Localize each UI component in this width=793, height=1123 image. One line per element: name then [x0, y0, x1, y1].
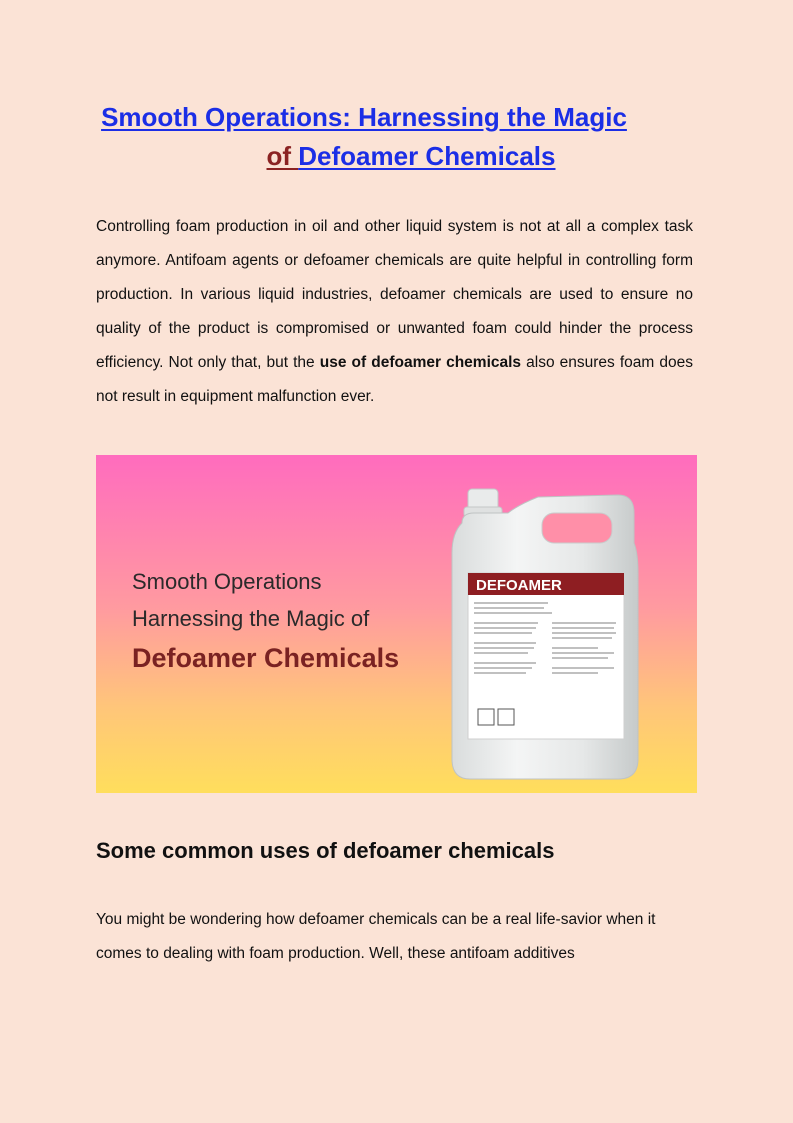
title-link-line1[interactable]: Smooth Operations: Harnessing the Magic [101, 102, 627, 132]
section-paragraph: You might be wondering how defoamer chemicals can be a real life-savior when it comes to dealing with foam production. Well, these antifoam additives [96, 911, 656, 962]
defoamer-jug-icon [448, 483, 644, 783]
page-title [96, 98, 696, 176]
title-of: of [266, 141, 299, 171]
defoamer-banner-image [96, 455, 697, 793]
intro-text-before: Controlling foam production in oil and other liquid system is not at all a complex task anymore. Antifoam agents or defoamer chemicals are quite helpful in controlling form production. In various liquid industries, defoamer chemicals are used to ensure no quality of the product is compromised or unwanted foam could hinder the process efficiency. Not only that, but the [96, 218, 693, 371]
banner-line-2: Harnessing the Magic of [132, 606, 370, 631]
section-heading: Some common uses of defoamer chemicals [96, 838, 555, 863]
intro-text-after: also ensures foam does not result in equipment malfunction ever. [96, 354, 694, 405]
jug-label-text: DEFOAMER [476, 577, 562, 594]
intro-bold-text: use of defoamer chemicals [319, 354, 522, 371]
banner-line-3: Defoamer Chemicals [132, 643, 400, 673]
title-link-defoamer[interactable]: Defoamer Chemicals [298, 141, 556, 171]
banner-line-1: Smooth Operations [132, 569, 322, 594]
intro-paragraph [96, 210, 693, 414]
